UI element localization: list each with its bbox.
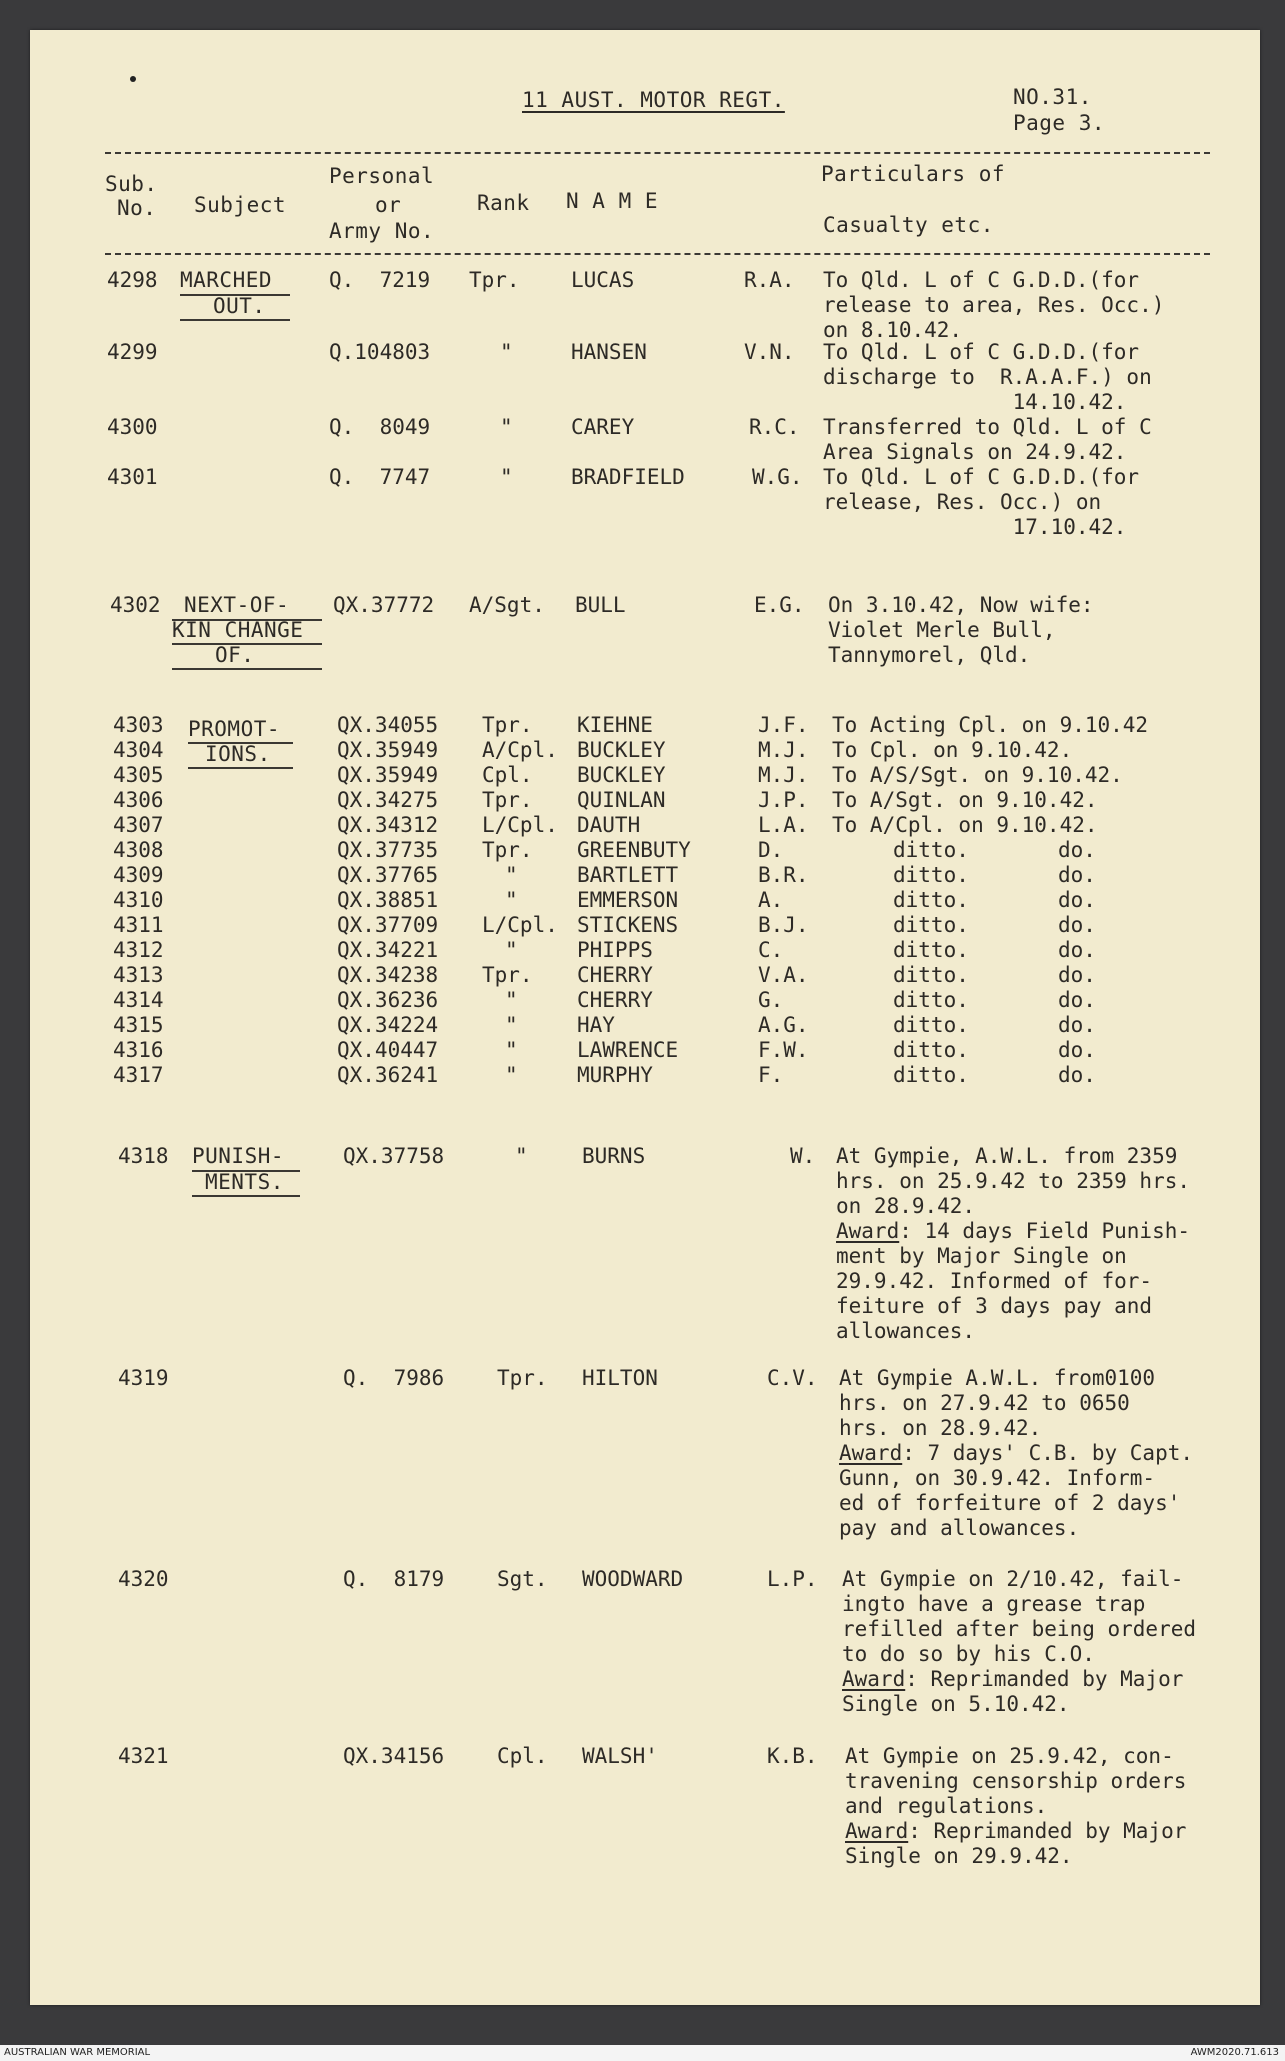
army-number: Q. 7219 [329,268,431,292]
section-punishments-2: MENTS. [205,1170,284,1194]
page-number: Page 3. [1013,111,1106,135]
award-line [836,1219,1190,1244]
particulars-line: Violet Merle Bull, [828,618,1056,642]
army-number: QX.36241 [337,1063,439,1087]
army-number: QX.34238 [337,963,439,987]
entry-number: 4301 [107,465,158,489]
award-line: ment by Major Single on [836,1244,1127,1268]
army-number: QX.34312 [337,813,439,837]
surname: BULL [575,593,626,617]
award-label: Award [842,1667,906,1691]
award-text: : 7 days' C.B. by Capt. [902,1441,1194,1465]
punch-mark [130,76,136,82]
particulars-line: hrs. on 27.9.42 to 0650 [839,1391,1130,1415]
column-header-rule [105,253,1210,255]
initials: C.V. [767,1366,818,1390]
section-marched-out-2: OUT. [213,294,266,318]
initials: M.J. [758,738,809,762]
entry-number: 4316 [113,1038,164,1062]
particulars-line: refilled after being ordered [842,1617,1197,1641]
section-underline [188,767,293,769]
initials: F. [758,1063,784,1087]
particulars: ditto. [893,913,969,937]
particulars-ditto: do. [1058,1063,1096,1087]
particulars: ditto. [893,838,969,862]
initials: R.A. [744,268,795,292]
army-number: QX.37765 [337,863,439,887]
particulars [839,1366,1193,1541]
col-subject: Subject [194,193,287,217]
award-line [845,1819,1186,1844]
particulars-line: on 28.9.42. [836,1194,976,1218]
particulars [842,1567,1196,1717]
section-next-of-kin-2: KIN CHANGE [172,618,304,642]
entry-number: 4306 [113,788,164,812]
army-number: QX.34221 [337,938,439,962]
initials: W. [790,1144,816,1168]
rank: " [500,465,513,489]
particulars [845,1744,1186,1869]
col-personal-2: or [375,193,402,217]
surname: PHIPPS [577,938,653,962]
surname: STICKENS [577,913,679,937]
initials: D. [758,838,784,862]
col-personal-3: Army No. [329,219,435,243]
rank: " [505,938,518,962]
entry-number: 4302 [110,593,161,617]
army-number: Q. 8049 [329,415,431,439]
army-number: QX.35949 [337,738,439,762]
particulars: To Acting Cpl. on 9.10.42 [832,713,1149,737]
entry-number: 4312 [113,938,164,962]
initials: L.P. [767,1567,818,1591]
army-number: Q. 7747 [329,465,431,489]
entry-number: 4308 [113,838,164,862]
order-number: NO.31. [1013,85,1092,109]
rank: " [515,1144,528,1168]
particulars-line: discharge to R.A.A.F.) on [823,365,1152,389]
army-number: QX.37772 [333,593,435,617]
award-text: : 14 days Field Punish- [899,1219,1191,1243]
rank: " [500,340,513,364]
army-number: QX.34156 [343,1744,445,1768]
particulars [828,593,1094,668]
header-rule [105,152,1210,154]
entry-number: 4300 [107,415,158,439]
particulars: To A/S/Sgt. on 9.10.42. [832,763,1123,787]
surname: BRADFIELD [571,465,685,489]
particulars-line: To Qld. L of C G.D.D.(for [823,268,1140,292]
rank: A/Sgt. [469,593,545,617]
surname: LUCAS [571,268,635,292]
surname: WALSH' [582,1744,658,1768]
particulars-line: At Gympie A.W.L. from0100 [839,1366,1156,1390]
initials: V.N. [744,340,795,364]
entry-number: 4299 [107,340,158,364]
section-promotions-1: PROMOT- [188,717,281,741]
particulars [823,340,1152,415]
particulars: To Cpl. on 9.10.42. [832,738,1073,762]
section-marched-out-1: MARCHED [180,268,273,292]
particulars-line: on 8.10.42. [823,318,963,342]
col-name: N A M E [566,189,659,213]
rank: " [505,863,518,887]
surname: GREENBUTY [577,838,691,862]
army-number: QX.38851 [337,888,439,912]
surname: BURNS [582,1144,646,1168]
particulars-line: 14.10.42. [823,390,1127,414]
initials: W.G. [752,465,803,489]
rank: " [505,988,518,1012]
surname: BUCKLEY [577,763,666,787]
award-line: Gunn, on 30.9.42. Inform- [839,1466,1156,1490]
initials: J.F. [758,713,809,737]
surname: BUCKLEY [577,738,666,762]
particulars-ditto: do. [1058,988,1096,1012]
particulars [836,1144,1190,1344]
award-line: feiture of 3 days pay and [836,1294,1153,1318]
surname: CAREY [571,415,635,439]
particulars: ditto. [893,1063,969,1087]
entry-number: 4317 [113,1063,164,1087]
rank: " [500,415,513,439]
award-label: Award [845,1819,909,1843]
entry-number: 4303 [113,713,164,737]
particulars-ditto: do. [1058,888,1096,912]
particulars-line: to do so by his C.O. [842,1642,1095,1666]
surname: HILTON [582,1366,658,1390]
particulars: ditto. [893,888,969,912]
unit-title: 11 AUST. MOTOR REGT. [522,88,785,112]
army-number: QX.37758 [343,1144,445,1168]
footer-reference: AWM2020.71.613 [1190,2047,1279,2058]
rank: " [505,1013,518,1037]
rank: L/Cpl. [482,913,558,937]
entry-number: 4304 [113,738,164,762]
army-number: QX.36236 [337,988,439,1012]
entry-number: 4310 [113,888,164,912]
army-number: QX.34275 [337,788,439,812]
entry-number: 4320 [118,1567,169,1591]
rank: Sgt. [497,1567,548,1591]
rank: " [505,1038,518,1062]
entry-number: 4319 [118,1366,169,1390]
particulars-line: 17.10.42. [823,515,1127,539]
rank: Tpr. [482,788,533,812]
section-next-of-kin-3: OF. [215,643,255,667]
particulars-line: ingto have a grease trap [842,1592,1146,1616]
col-particulars-2: Casualty etc. [823,213,994,237]
initials: V.A. [758,963,809,987]
entry-number: 4298 [107,268,158,292]
award-label: Award [839,1441,903,1465]
surname: DAUTH [577,813,641,837]
particulars-line: Area Signals on 24.9.42. [823,440,1127,464]
army-number: QX.37709 [337,913,439,937]
award-line: Single on 29.9.42. [845,1844,1073,1868]
award-line [839,1441,1193,1466]
particulars-line: At Gympie on 25.9.42, con- [845,1744,1174,1768]
surname: BARTLETT [577,863,679,887]
section-punishments-1: PUNISH- [192,1144,285,1168]
rank: Tpr. [482,713,533,737]
entry-number: 4309 [113,863,164,887]
initials: M.J. [758,763,809,787]
entry-number: 4313 [113,963,164,987]
entry-number: 4307 [113,813,164,837]
rank: Tpr. [482,838,533,862]
particulars: ditto. [893,963,969,987]
entry-number: 4318 [118,1144,169,1168]
surname: CHERRY [577,988,653,1012]
particulars-ditto: do. [1058,863,1096,887]
particulars [823,415,1152,465]
particulars-line: hrs. on 25.9.42 to 2359 hrs. [836,1169,1191,1193]
rank: Tpr. [482,963,533,987]
initials: L.A. [758,813,809,837]
entry-number: 4314 [113,988,164,1012]
rank: L/Cpl. [482,813,558,837]
army-number: QX.34055 [337,713,439,737]
initials: K.B. [767,1744,818,1768]
particulars-line: and regulations. [845,1794,1048,1818]
award-text: : Reprimanded by Major [905,1667,1184,1691]
particulars: ditto. [893,988,969,1012]
entry-number: 4311 [113,913,164,937]
particulars-line: Tannymorel, Qld. [828,643,1031,667]
particulars-ditto: do. [1058,838,1096,862]
col-personal-1: Personal [329,164,435,188]
section-next-of-kin-1: NEXT-OF- [184,593,290,617]
col-sub-no-2: No. [117,196,157,220]
army-number: QX.37735 [337,838,439,862]
particulars-ditto: do. [1058,938,1096,962]
particulars-line: Transferred to Qld. L of C [823,415,1152,439]
surname: LAWRENCE [577,1038,679,1062]
award-label: Award [836,1219,900,1243]
footer-source: AUSTRALIAN WAR MEMORIAL [4,2047,151,2058]
rank: Tpr. [469,268,520,292]
particulars: To A/Sgt. on 9.10.42. [832,788,1098,812]
army-number: Q. 8179 [343,1567,445,1591]
archive-footer [0,2045,1285,2061]
particulars: ditto. [893,863,969,887]
particulars-line: To Qld. L of C G.D.D.(for [823,465,1140,489]
section-promotions-2: IONS. [205,742,271,766]
initials: C. [758,938,784,962]
surname: HANSEN [571,340,647,364]
initials: B.R. [758,863,809,887]
particulars-line: release to area, Res. Occ.) [823,293,1165,317]
entry-number: 4305 [113,763,164,787]
surname: MURPHY [577,1063,653,1087]
initials: J.P. [758,788,809,812]
particulars-ditto: do. [1058,963,1096,987]
surname: QUINLAN [577,788,666,812]
particulars-ditto: do. [1058,1013,1096,1037]
particulars-line: release, Res. Occ.) on [823,490,1102,514]
initials: G. [758,988,784,1012]
particulars-line: To Qld. L of C G.D.D.(for [823,340,1140,364]
entry-number: 4315 [113,1013,164,1037]
award-line: allowances. [836,1319,976,1343]
particulars [823,268,1164,343]
rank: " [505,1063,518,1087]
section-underline [172,668,322,670]
col-particulars-1: Particulars of [821,162,1006,186]
surname: EMMERSON [577,888,679,912]
particulars: ditto. [893,938,969,962]
initials: R.C. [749,415,800,439]
section-underline [192,1195,300,1197]
rank: Cpl. [497,1744,548,1768]
particulars-line: hrs. on 28.9.42. [839,1416,1042,1440]
particulars-ditto: do. [1058,913,1096,937]
surname: KIEHNE [577,713,653,737]
award-line [842,1667,1196,1692]
initials: A. [758,888,784,912]
particulars: ditto. [893,1038,969,1062]
rank: A/Cpl. [482,738,558,762]
particulars-line: At Gympie, A.W.L. from 2359 [836,1144,1178,1168]
particulars-ditto: do. [1058,1038,1096,1062]
army-number: Q. 7986 [343,1366,445,1390]
initials: B.J. [758,913,809,937]
particulars: ditto. [893,1013,969,1037]
award-text: : Reprimanded by Major [908,1819,1187,1843]
particulars-line: travening censorship orders [845,1769,1187,1793]
initials: F.W. [758,1038,809,1062]
award-line: Single on 5.10.42. [842,1692,1070,1716]
army-number: QX.35949 [337,763,439,787]
award-line: 29.9.42. Informed of for- [836,1269,1153,1293]
particulars [823,465,1139,540]
army-number: QX.34224 [337,1013,439,1037]
surname: WOODWARD [582,1567,684,1591]
initials: A.G. [758,1013,809,1037]
rank: Tpr. [497,1366,548,1390]
rank: " [505,888,518,912]
initials: E.G. [754,593,805,617]
award-line: ed of forfeiture of 2 days' [839,1491,1181,1515]
surname: CHERRY [577,963,653,987]
army-number: Q.104803 [329,340,431,364]
particulars-line: At Gympie on 2/10.42, fail- [842,1567,1184,1591]
surname: HAY [577,1013,615,1037]
particulars-line: On 3.10.42, Now wife: [828,593,1094,617]
col-rank: Rank [477,191,530,215]
army-number: QX.40447 [337,1038,439,1062]
entry-number: 4321 [118,1744,169,1768]
rank: Cpl. [482,763,533,787]
section-underline [180,319,290,321]
particulars: To A/Cpl. on 9.10.42. [832,813,1098,837]
award-line: pay and allowances. [839,1516,1080,1540]
col-sub-no-1: Sub. [105,172,158,196]
